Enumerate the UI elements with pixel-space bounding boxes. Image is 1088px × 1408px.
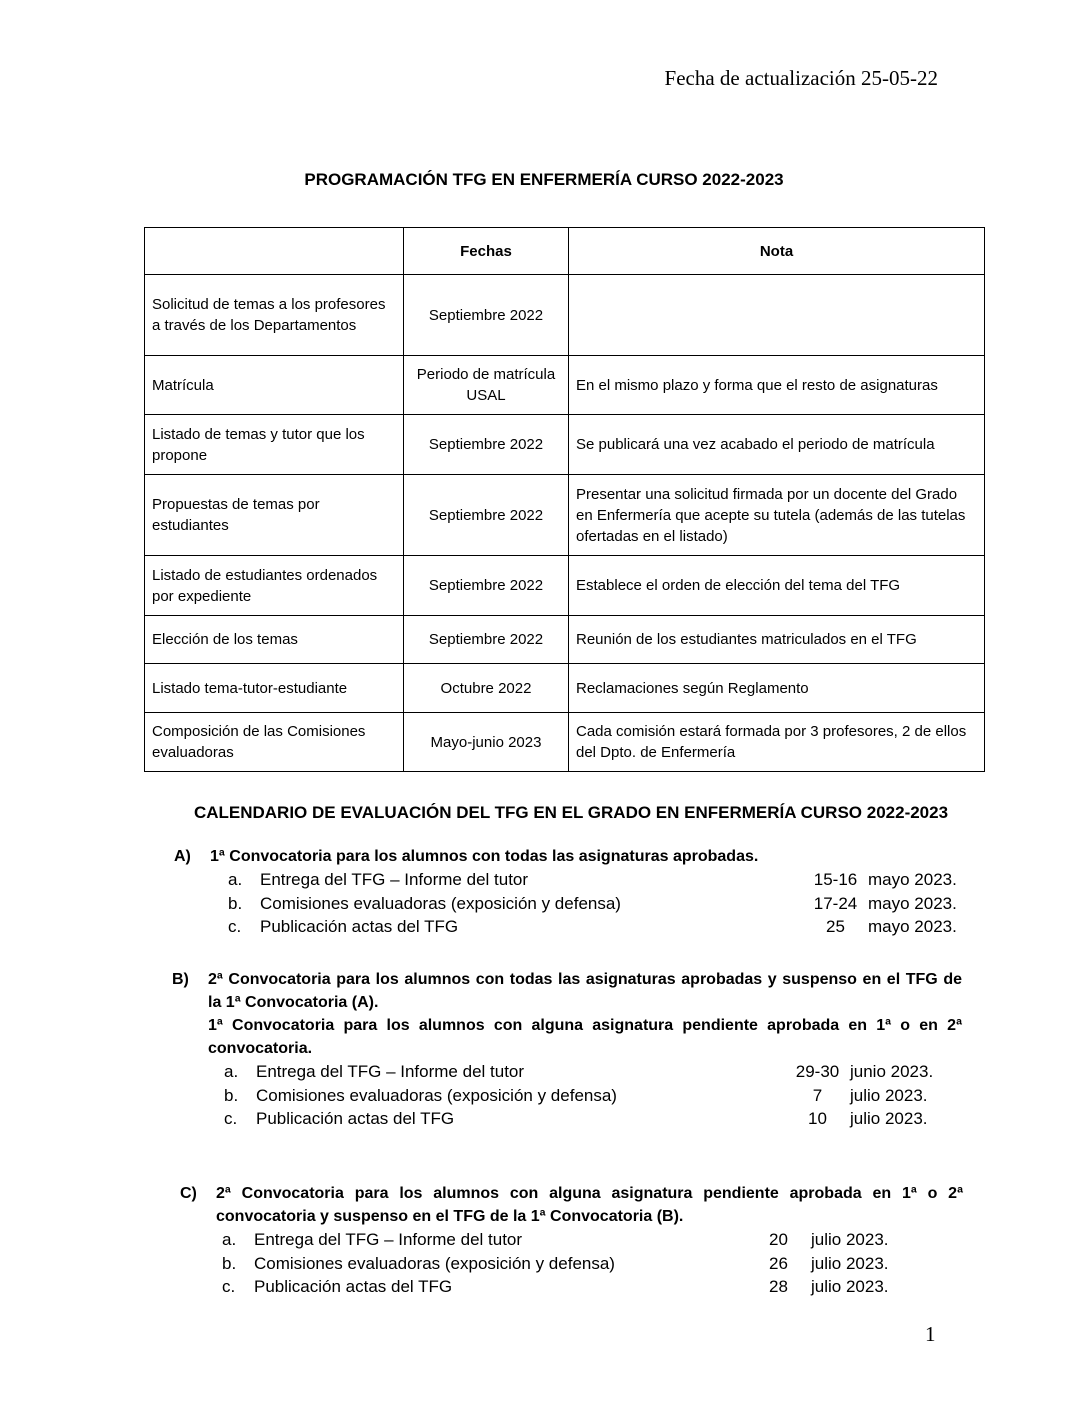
date-cell: Periodo de matrícula USAL bbox=[404, 356, 569, 415]
item-text: Publicación actas del TFG bbox=[256, 1109, 455, 1128]
item-days: 26 bbox=[769, 1253, 788, 1273]
item-text: Comisiones evaluadoras (exposición y defensa) bbox=[260, 893, 621, 913]
convocatoria-b bbox=[172, 968, 962, 1131]
note-cell: En el mismo plazo y forma que el resto de asignaturas bbox=[569, 356, 985, 415]
date-cell: Septiembre 2022 bbox=[404, 475, 569, 556]
table-row bbox=[145, 713, 985, 772]
item-letter: c. bbox=[222, 1277, 236, 1296]
date-cell: Septiembre 2022 bbox=[404, 556, 569, 616]
note-cell: Presentar una solicitud firmada por un docente del Grado en Enfermería que acepte su tutela (además de las tutelas ofertadas en el listado) bbox=[569, 475, 985, 556]
calendario-title: CALENDARIO DE EVALUACIÓN DEL TFG EN EL GRADO EN ENFERMERÍA CURSO 2022-2023 bbox=[193, 803, 949, 822]
date-cell: Octubre 2022 bbox=[404, 664, 569, 713]
note-cell: Reunión de los estudiantes matriculados en el TFG bbox=[569, 616, 985, 664]
item-month: mayo 2023. bbox=[868, 893, 957, 913]
item-month: junio 2023. bbox=[850, 1062, 934, 1081]
list-item bbox=[222, 1275, 907, 1299]
table-row bbox=[145, 664, 985, 713]
convocatoria-letter: A) bbox=[174, 848, 191, 865]
convocatoria-letter: B) bbox=[172, 971, 189, 988]
activity-cell: Listado de temas y tutor que los propone bbox=[145, 415, 404, 475]
item-days: 28 bbox=[769, 1277, 788, 1296]
item-text: Publicación actas del TFG bbox=[260, 917, 459, 936]
table-row bbox=[145, 275, 985, 356]
activity-cell: Listado tema-tutor-estudiante bbox=[145, 664, 404, 713]
item-letter: a. bbox=[222, 1230, 237, 1249]
item-text: Comisiones evaluadoras (exposición y defensa) bbox=[256, 1085, 617, 1105]
update-date: Fecha de actualización 25-05-22 bbox=[664, 66, 938, 90]
date-cell: Mayo-junio 2023 bbox=[404, 713, 569, 772]
item-month: julio 2023. bbox=[850, 1085, 928, 1105]
column-header-nota: Nota bbox=[569, 228, 985, 275]
activity-cell: Solicitud de temas a los profesores a través de los Departamentos bbox=[145, 275, 404, 356]
list-item bbox=[222, 1252, 907, 1276]
note-cell bbox=[569, 275, 985, 356]
activity-cell: Matrícula bbox=[145, 356, 404, 415]
item-letter: c. bbox=[224, 1109, 238, 1128]
item-letter: c. bbox=[228, 917, 242, 936]
note-cell: Se publicará una vez acabado el periodo de matrícula bbox=[569, 415, 985, 475]
item-text: Entrega del TFG – Informe del tutor bbox=[254, 1230, 523, 1249]
column-header-activity bbox=[145, 228, 404, 275]
convocatoria-c bbox=[180, 1182, 963, 1299]
programacion-title: PROGRAMACIÓN TFG EN ENFERMERÍA CURSO 2022-2023 bbox=[304, 170, 784, 189]
activity-cell: Propuestas de temas por estudiantes bbox=[145, 475, 404, 556]
date-cell: Septiembre 2022 bbox=[404, 275, 569, 356]
item-month: julio 2023. bbox=[850, 1109, 928, 1128]
column-header-fechas: Fechas bbox=[404, 228, 569, 275]
item-text: Entrega del TFG – Informe del tutor bbox=[260, 870, 529, 889]
item-days: 29-30 bbox=[795, 1062, 840, 1081]
list-item bbox=[224, 1060, 946, 1084]
note-cell: Cada comisión estará formada por 3 profesores, 2 de ellos del Dpto. de Enfermería bbox=[569, 713, 985, 772]
table-row bbox=[145, 556, 985, 616]
item-month: julio 2023. bbox=[811, 1230, 889, 1249]
list-item bbox=[228, 892, 964, 916]
convocatoria-a bbox=[174, 845, 964, 939]
date-cell: Septiembre 2022 bbox=[404, 616, 569, 664]
item-letter: a. bbox=[224, 1062, 239, 1081]
table-row bbox=[145, 475, 985, 556]
item-days: 15-16 bbox=[813, 870, 858, 889]
item-text: Entrega del TFG – Informe del tutor bbox=[256, 1062, 525, 1081]
date-cell: Septiembre 2022 bbox=[404, 415, 569, 475]
convocatoria-heading-secondary: 1ª Convocatoria para los alumnos con alguna asignatura pendiente aprobada en 1ª o en 2ª convocatoria. bbox=[208, 1017, 962, 1057]
table-row bbox=[145, 616, 985, 664]
note-cell: Establece el orden de elección del tema del TFG bbox=[569, 556, 985, 616]
activity-cell: Composición de las Comisiones evaluadoras bbox=[145, 713, 404, 772]
item-month: julio 2023. bbox=[811, 1253, 889, 1273]
convocatoria-heading: 2ª Convocatoria para los alumnos con todas las asignaturas aprobadas y suspenso en el TFG de la 1ª Convocatoria (A). bbox=[208, 971, 962, 1011]
item-month: julio 2023. bbox=[811, 1277, 889, 1296]
item-letter: b. bbox=[222, 1253, 237, 1273]
item-letter: b. bbox=[228, 893, 243, 913]
item-days: 20 bbox=[769, 1230, 788, 1249]
page-number: 1 bbox=[925, 1322, 936, 1346]
item-text: Comisiones evaluadoras (exposición y defensa) bbox=[254, 1253, 615, 1273]
convocatoria-heading: 2ª Convocatoria para los alumnos con alguna asignatura pendiente aprobada en 1ª o 2ª convocatoria y suspenso en el TFG de la 1ª Convocatoria (B). bbox=[216, 1185, 963, 1225]
list-item bbox=[224, 1107, 946, 1131]
list-item bbox=[224, 1084, 946, 1108]
convocatoria-letter: C) bbox=[180, 1185, 197, 1202]
item-days: 7 bbox=[812, 1085, 823, 1105]
convocatoria-heading: 1ª Convocatoria para los alumnos con todas las asignaturas aprobadas. bbox=[210, 848, 759, 865]
item-days: 17-24 bbox=[813, 893, 858, 913]
list-item bbox=[228, 915, 964, 939]
item-month: mayo 2023. bbox=[868, 870, 957, 889]
programacion-table bbox=[144, 227, 985, 772]
item-days: 25 bbox=[826, 917, 845, 936]
item-letter: b. bbox=[224, 1085, 239, 1105]
table-row bbox=[145, 415, 985, 475]
item-month: mayo 2023. bbox=[868, 917, 957, 936]
activity-cell: Elección de los temas bbox=[145, 616, 404, 664]
table-header-row bbox=[145, 228, 985, 275]
note-cell: Reclamaciones según Reglamento bbox=[569, 664, 985, 713]
item-days: 10 bbox=[808, 1109, 827, 1128]
list-item bbox=[228, 868, 964, 892]
activity-cell: Listado de estudiantes ordenados por expediente bbox=[145, 556, 404, 616]
item-text: Publicación actas del TFG bbox=[254, 1277, 453, 1296]
item-letter: a. bbox=[228, 870, 243, 889]
list-item bbox=[222, 1228, 907, 1252]
table-row bbox=[145, 356, 985, 415]
